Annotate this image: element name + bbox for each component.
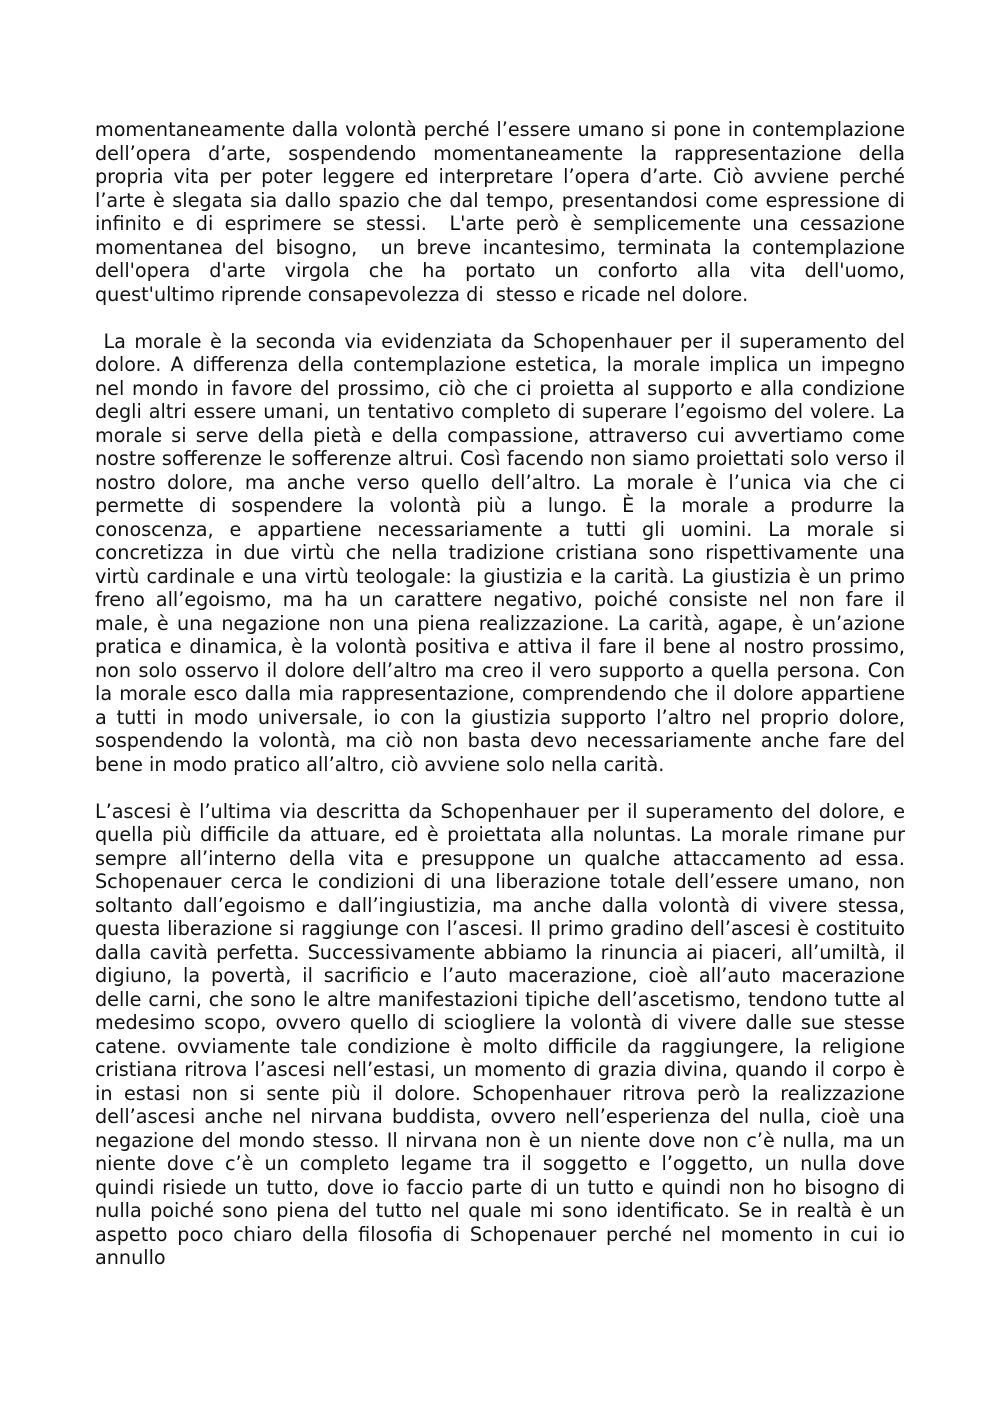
paragraph-spacer	[95, 306, 905, 330]
document-page	[95, 118, 918, 1270]
paragraph-aesthetics: momentaneamente dalla volontà perché l’essere umano si pone in contemplazione dell’opera d’arte, sospendendo momentaneamente la rappresentazione della propria vita per poter leggere ed interpretare l’opera d’arte. Ciò avviene perché l’arte è slegata sia dallo spazio che dal tempo, presentandosi come espressione di infinito e di esprimere se stessi. L'arte però è semplicemente una cessazione momentanea del bisogno, un breve incantesimo, terminata la contemplazione dell'opera d'arte virgola che ha portato un conforto alla vita dell'uomo, quest'ultimo riprende consapevolezza di stesso e ricade nel dolore.	[95, 118, 918, 306]
paragraph-morality: La morale è la seconda via evidenziata da Schopenhauer per il superamento del dolore. A differenza della contemplazione estetica, la morale implica un impegno nel mondo in favore del prossimo, ciò che ci proietta al supporto e alla condizione degli altri essere umani, un tentativo completo di superare l’egoismo del volere. La morale si serve della pietà e della compassione, attraverso cui avvertiamo come nostre sofferenze le sofferenze altrui. Così facendo non siamo proiettati solo verso il nostro dolore, ma anche verso quello dell’altro. La morale è l’unica via che ci permette di sospendere la volontà più a lungo. È la morale a produrre la conoscenza, e appartiene necessariamente a tutti gli uomini. La morale si concretizza in due virtù che nella tradizione cristiana sono rispettivamente una virtù cardinale e una virtù teologale: la giustizia e la carità. La giustizia è un primo freno all’egoismo, ma ha un carattere negativo, poiché consiste nel non fare il male, è una negazione non una piena realizzazione. La carità, agape, è un’azione pratica e dinamica, è la volontà positiva e attiva il fare il bene al nostro prossimo, non solo osservo il dolore dell’altro ma creo il vero supporto a quella persona. Con la morale esco dalla mia rappresentazione, comprendendo che il dolore appartiene a tutti in modo universale, io con la giustizia supporto l’altro nel proprio dolore, sospendendo la volontà, ma ciò non basta devo necessariamente anche fare del bene in modo pratico all’altro, ciò avviene solo nella carità.	[95, 329, 912, 776]
paragraph-asceticism: L’ascesi è l’ultima via descritta da Schopenhauer per il superamento del dolore, e quella più difficile da attuare, ed è proiettata alla noluntas. La morale rimane pur sempre all’interno della vita e presuppone un qualche attaccamento ad essa. Schopenauer cerca le condizioni di una liberazione totale dell’essere umano, non soltanto dall’egoismo e dall’ingiustizia, ma anche dalla volontà di vivere stessa, questa liberazione si raggiunge con l’ascesi. Il primo gradino dell’ascesi è costituito dalla cavità perfetta. Successivamente abbiamo la rinuncia ai piaceri, all’umiltà, il digiuno, la povertà, il sacrificio e l’auto macerazione, cioè all’auto macerazione delle carni, che sono le altre manifestazioni tipiche dell’ascetismo, tendono tutte al medesimo scopo, ovvero quello di sciogliere la volontà di vivere dalle sue stesse catene. ovviamente tale condizione è molto difficile da raggiungere, la religione cristiana ritrova l’ascesi nell’estasi, un momento di grazia divina, quando il corpo è in estasi non si sente più il dolore. Schopenhauer ritrova però la realizzazione dell’ascesi anche nel nirvana buddista, ovvero nell’esperienza del nulla, cioè una negazione del mondo stesso. Il nirvana non è un niente dove non c’è nulla, ma un niente dove c’è un completo legame tra il soggetto e l’oggetto, un nulla dove quindi risiede un tutto, dove io faccio parte di un tutto e quindi non ho bisogno di nulla poiché sono piena del tutto nel quale mi sono identificato. Se in realtà è un aspetto poco chiaro della filosofia di Schopenauer perché nel momento in cui io annullo	[95, 799, 912, 1269]
paragraph-spacer	[95, 776, 905, 800]
